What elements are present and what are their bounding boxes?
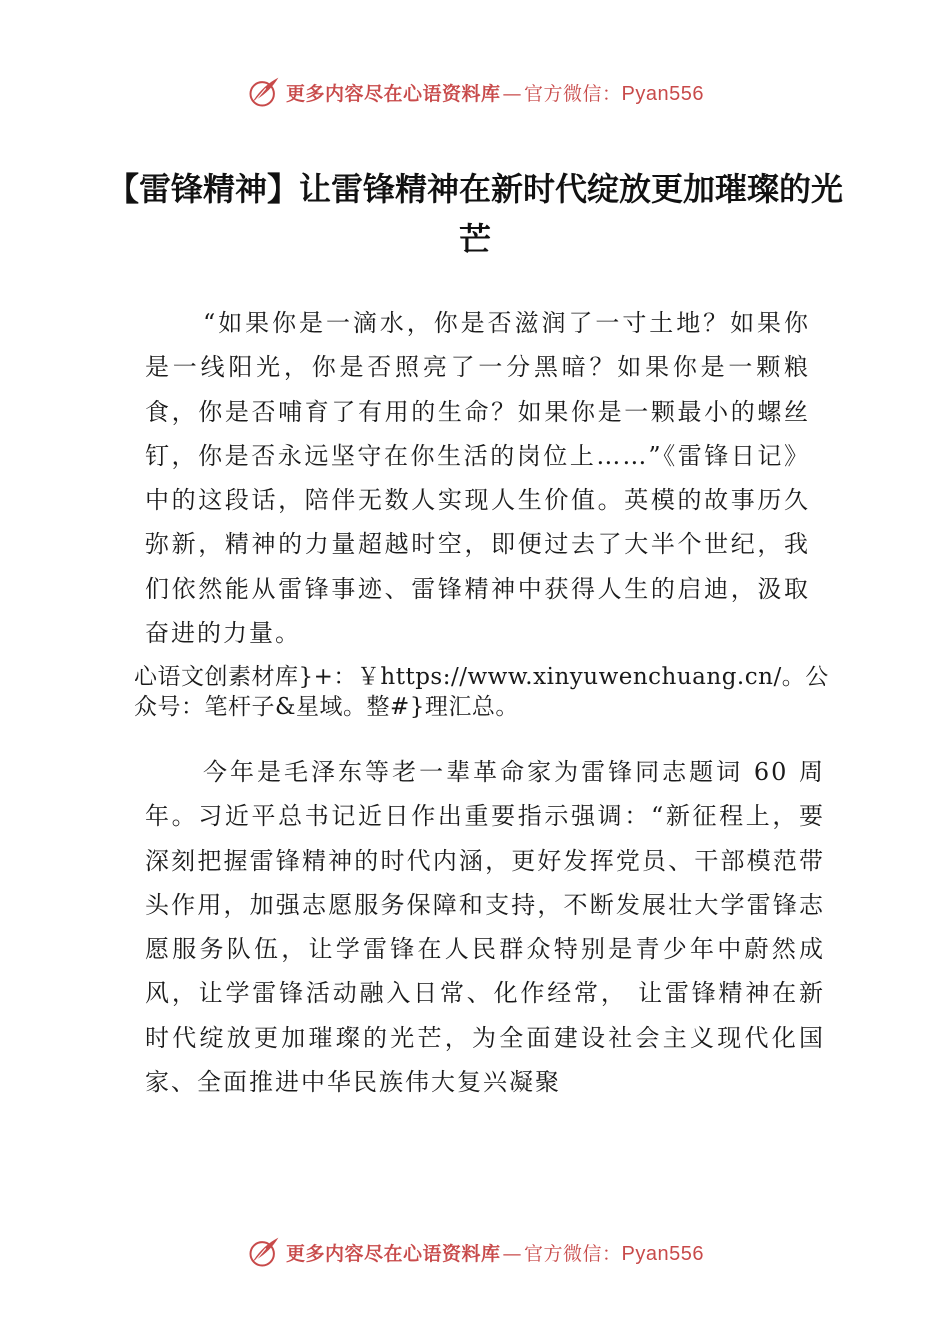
footer-banner <box>0 1230 950 1274</box>
banner-text: 更多内容尽在心语资料库 — 官方微信：Pyan556 <box>286 82 704 105</box>
watermark-source-note: 心语文创素材库}+：￥https://www.xinyuwenchuang.cn/。公众号：笔杆子&星域。整#}理汇总。 <box>134 664 829 720</box>
banner-text: 更多内容尽在心语资料库 — 官方微信：Pyan556 <box>286 1242 704 1265</box>
header-banner <box>0 70 950 114</box>
body-paragraph-2: 今年是毛泽东等老一辈革命家为雷锋同志题词 60 周年。习近平总书记近日作出重要指示强调：“新征程上，要深刻把握雷锋精神的时代内涵，更好发挥党员、干部模范带头作用，加强志愿服务保障和支持，不断发展壮大学雷锋志愿服务队伍，让学雷锋在人民群众特别是青少年中蔚然成风，让学雷锋活动融入日常、化作经常， 让雷锋精神在新时代绽放更加璀璨的光芒，为全面建设社会主义现代化国家、全面推进中华民族伟大复兴凝聚 <box>145 758 825 1097</box>
feather-quill-logo-icon <box>246 74 282 110</box>
feather-quill-logo-icon <box>246 1234 282 1270</box>
body-paragraph-1: “如果你是一滴水，你是否滋润了一寸土地？如果你是一线阳光，你是否照亮了一分黑暗？如果你是一颗粮食，你是否哺育了有用的生命？如果你是一颗最小的螺丝钉，你是否永远坚守在你生活的岗位上……”《雷锋日记》中的这段话，陪伴无数人实现人生价值。英模的故事历久弥新，精神的力量超越时空，即便过去了大半个世纪，我们依然能从雷锋事迹、雷锋精神中获得人生的启迪，汲取奋进的力量。 <box>145 309 810 648</box>
document-title: 【雷锋精神】让雷锋精神在新时代绽放更加璀璨的光芒 <box>106 170 843 258</box>
